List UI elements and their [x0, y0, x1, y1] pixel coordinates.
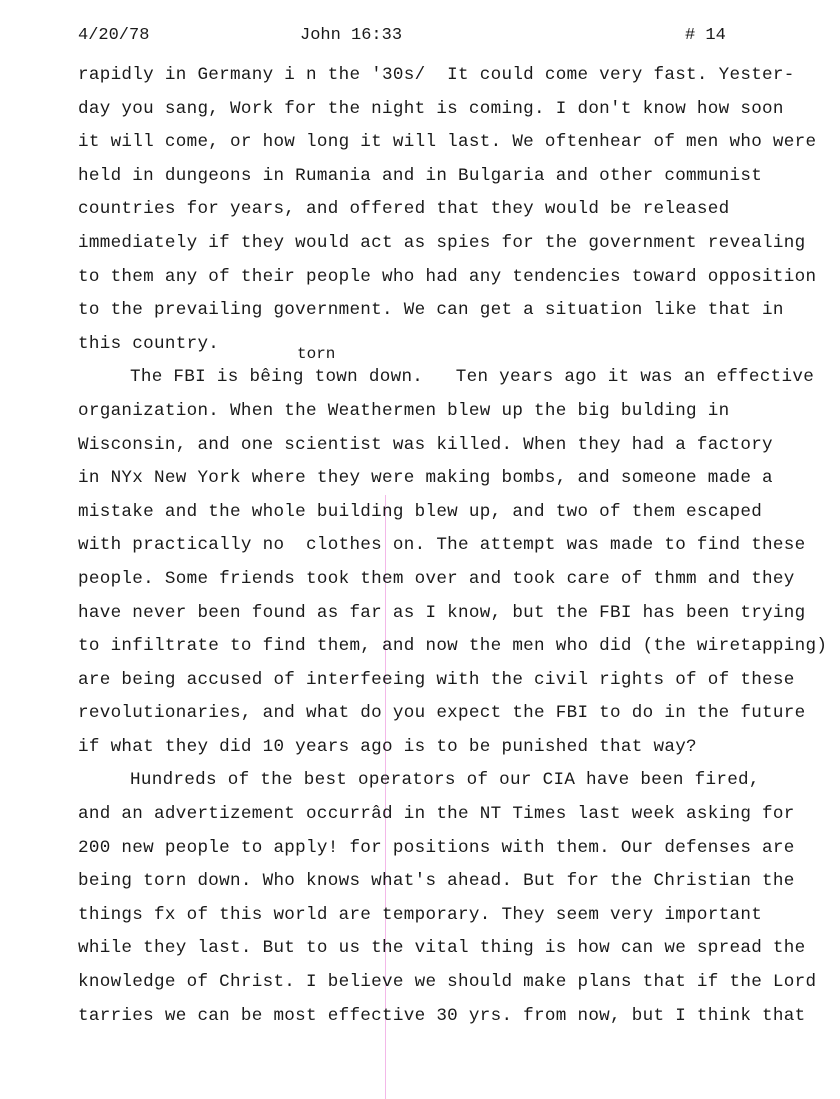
date: 4/20/78 [78, 26, 150, 45]
text-line: to the prevailing government. We can get a situation like that in [78, 300, 784, 321]
text-line: Hundreds of the best operators of our CIA have been fired, [130, 770, 760, 791]
text-line: The FBI is bêing town down. Ten years ago it was an effective [130, 367, 815, 388]
body-text [78, 62, 838, 1036]
text-line: Wisconsin, and one scientist was killed. When they had a factory [78, 434, 773, 455]
text-line: knowledge of Christ. I believe we should make plans that if the Lord [78, 972, 817, 993]
text-line: to them any of their people who had any tendencies toward opposition [78, 266, 817, 287]
text-line: being torn down. Who knows what's ahead. But for the Christian the [78, 871, 795, 892]
scripture-reference: John 16:33 [300, 26, 403, 45]
text-line: to infiltrate to find them, and now the men who did (the wiretapping) [78, 636, 828, 657]
text-line: with practically no clothes on. The attempt was made to find these [78, 535, 806, 556]
text-line: rapidly in Germany i n the '30s/ It could come very fast. Yester- [78, 65, 795, 85]
text-line: this country. [78, 333, 220, 354]
text-line: 200 new people to apply! for positions with them. Our defenses are [78, 837, 795, 858]
text-line: day you sang, Work for the night is coming. I don't know how soon [78, 98, 784, 119]
handwritten-insertion: torn [297, 345, 336, 363]
text-line: things fx of this world are temporary. They seem very important [78, 904, 763, 925]
text-line: countries for years, and offered that they would be released [78, 199, 730, 220]
text-line: while they last. But to us the vital thing is how can we spread the [78, 938, 806, 959]
text-line: are being accused of interfeeing with the civil rights of of these [78, 669, 795, 690]
text-line: people. Some friends took them over and took care of thmm and they [78, 568, 795, 589]
text-line: mistake and the whole building blew up, and two of them escaped [78, 501, 763, 522]
text-line: organization. When the Weathermen blew up the big bulding in [78, 400, 730, 421]
text-line: if what they did 10 years ago is to be punished that way? [78, 736, 697, 757]
text-line: immediately if they would act as spies for the government revealing [78, 232, 806, 253]
page-number: # 14 [685, 26, 726, 45]
text-line: revolutionaries, and what do you expect the FBI to do in the future [78, 703, 806, 724]
text-line: it will come, or how long it will last. We oftenhear of men who were [78, 132, 817, 153]
text-line: in NYx New York where they were making bombs, and someone made a [78, 468, 773, 489]
text-line: held in dungeons in Rumania and in Bulgaria and other communist [78, 165, 763, 186]
text-line: have never been found as far as I know, but the FBI has been trying [78, 602, 806, 623]
text-line: and an advertizement occurrâd in the NT Times last week asking for [78, 804, 795, 825]
text-line: tarries we can be most effective 30 yrs. from now, but I think that [78, 1005, 806, 1026]
